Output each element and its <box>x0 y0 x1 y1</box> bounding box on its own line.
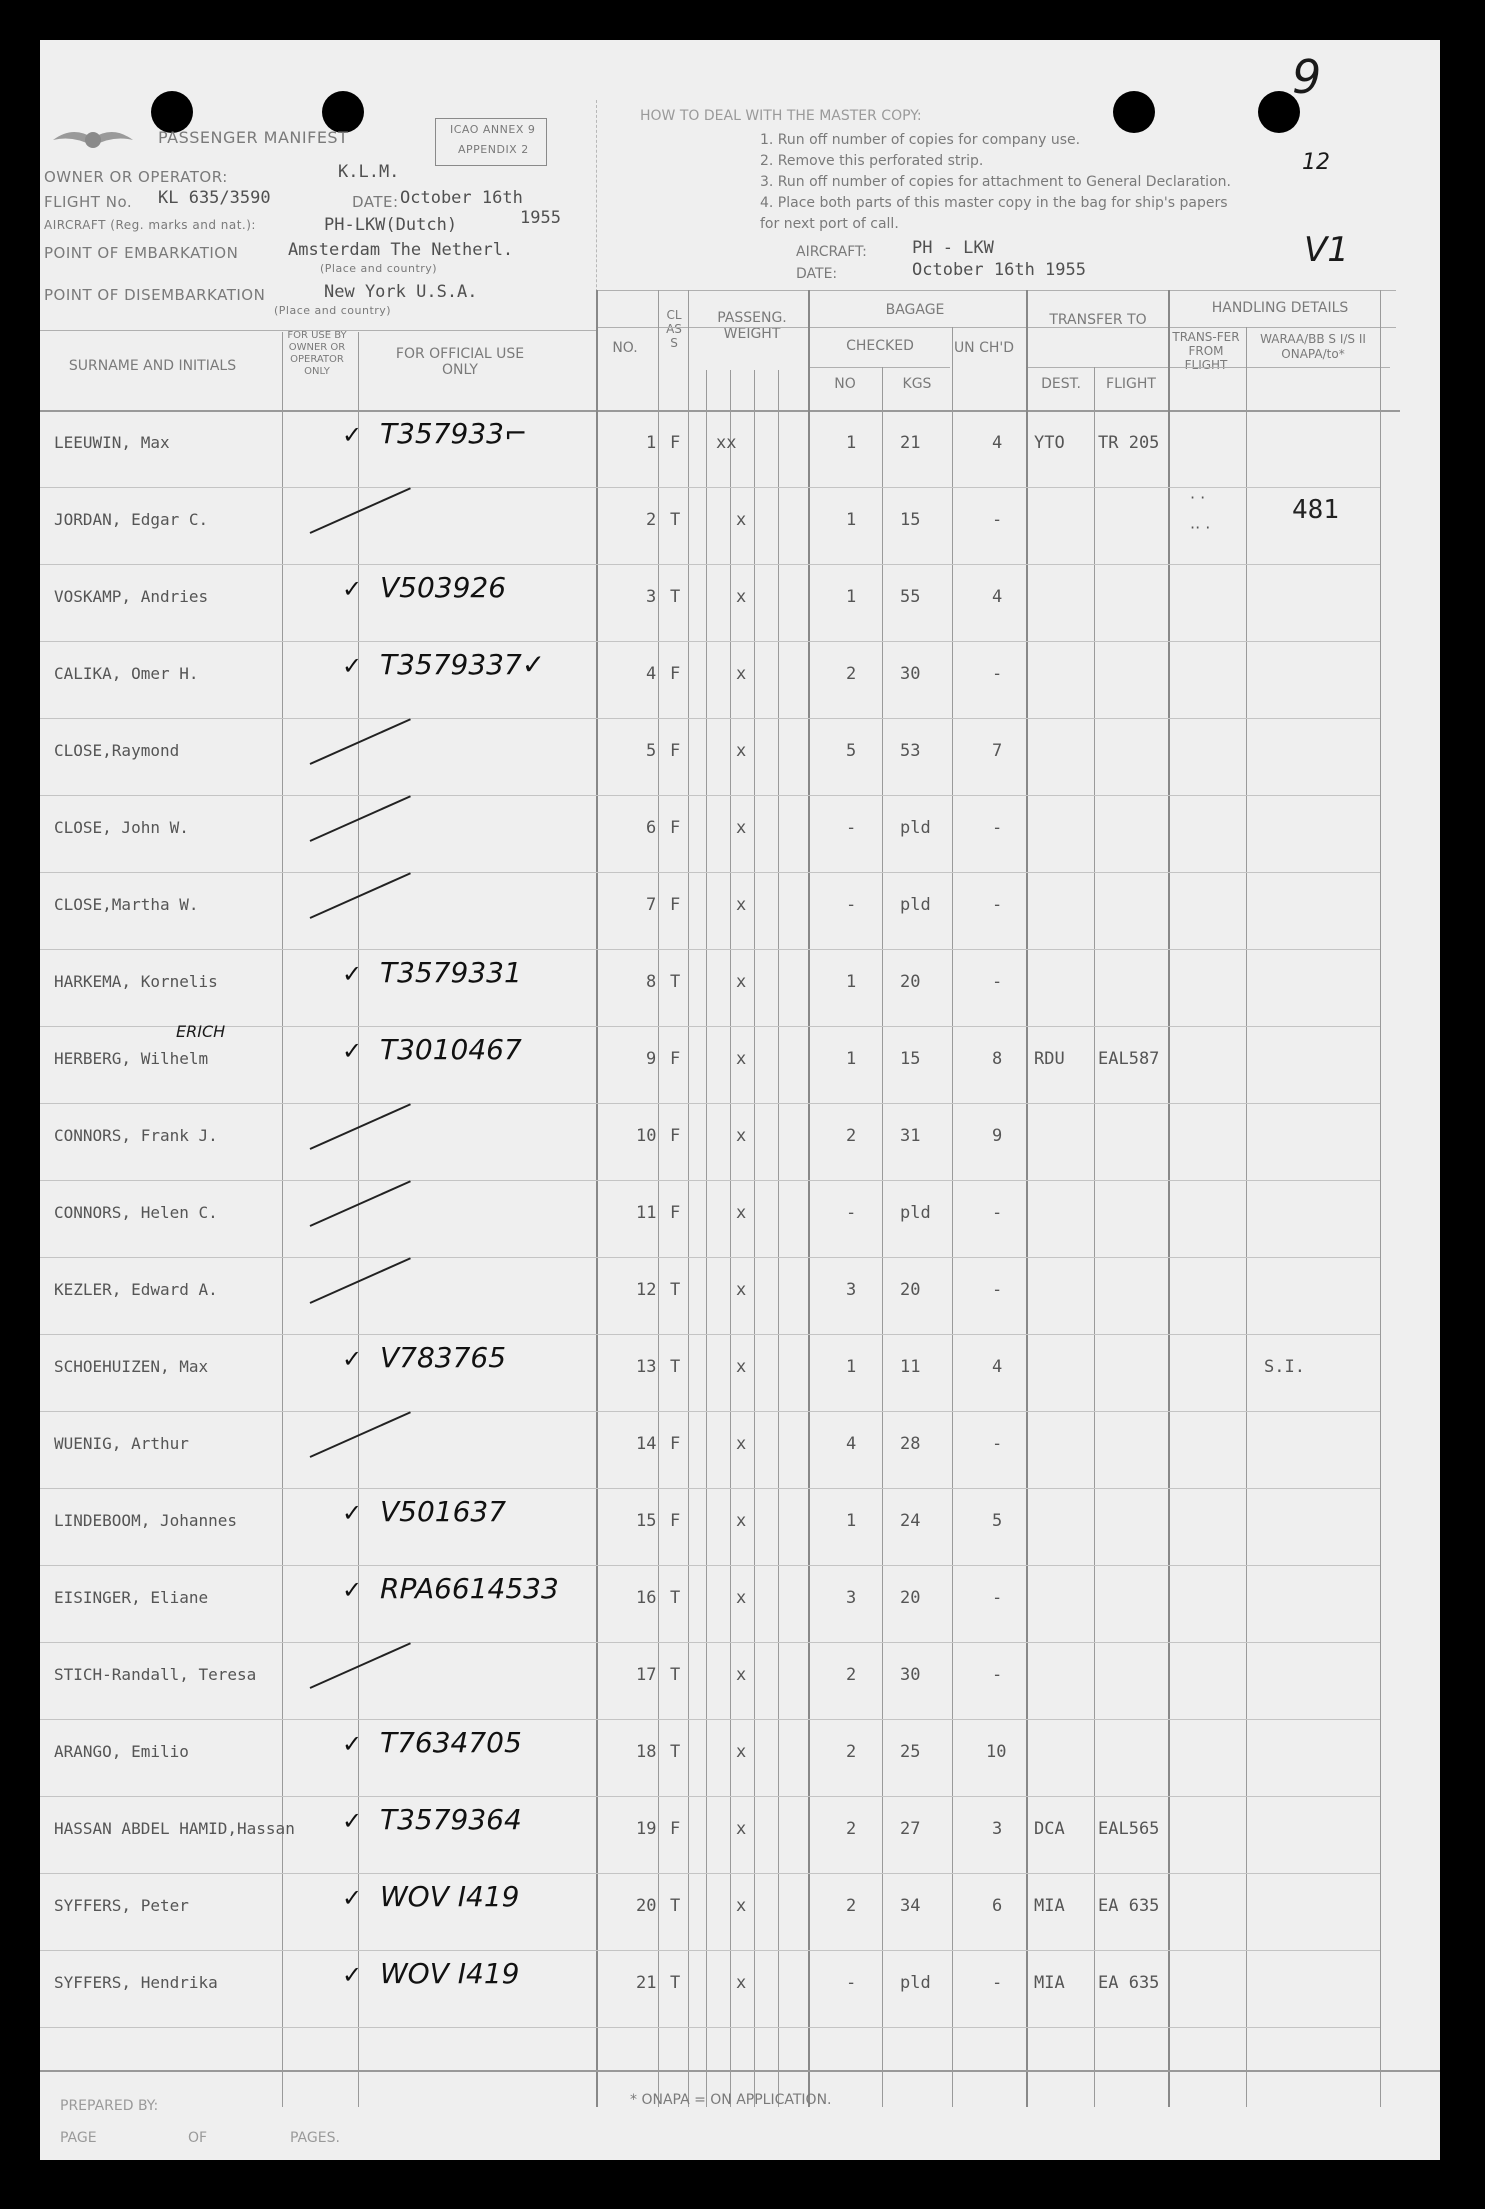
flight-value: KL 635/3590 <box>158 188 271 208</box>
weight-mark: x <box>736 1665 747 1685</box>
passenger-row <box>40 1493 1400 1570</box>
seq-number: 16 <box>636 1588 657 1608</box>
weight-mark: x <box>736 1280 747 1300</box>
bag-count: 1 <box>846 433 857 453</box>
check-mark: ✓ <box>342 1807 363 1835</box>
seq-number: 2 <box>646 510 657 530</box>
disembark-sub: (Place and country) <box>274 304 392 317</box>
bag-kgs: 15 <box>900 1049 921 1069</box>
official-number: T3010467 <box>380 1033 522 1066</box>
official-number: T7634705 <box>380 1726 522 1759</box>
bag-kgs: 24 <box>900 1511 921 1531</box>
weight-mark: x <box>736 1049 747 1069</box>
bag-kgs: 28 <box>900 1434 921 1454</box>
col-handling: HANDLING DETAILS <box>1211 300 1349 316</box>
weight-mark: x <box>736 1588 747 1608</box>
slash-mark <box>310 1257 411 1304</box>
slash-mark <box>310 795 411 842</box>
bag-unchecked: 7 <box>992 741 1003 761</box>
passenger-name: CONNORS, Frank J. <box>54 1126 218 1145</box>
bag-count: 4 <box>846 1434 857 1454</box>
instruction-item: 4. Place both parts of this master copy in the bag for ship's papers <box>760 195 1228 211</box>
passenger-name: ARANGO, Emilio <box>54 1742 189 1761</box>
punch-hole <box>151 91 193 133</box>
instr-date-value: October 16th 1955 <box>912 260 1086 280</box>
bag-unchecked: 3 <box>992 1819 1003 1839</box>
slash-mark <box>310 487 411 534</box>
seq-number: 8 <box>646 972 657 992</box>
passenger-row <box>40 1647 1400 1724</box>
check-mark: ✓ <box>342 1961 363 1989</box>
col-passeng-weight: PASSENG. WEIGHT <box>717 310 787 342</box>
transfer-flight: EAL565 <box>1098 1819 1160 1839</box>
passenger-name: HASSAN ABDEL HAMID,Hassan <box>54 1819 295 1838</box>
bag-kgs: 34 <box>900 1896 921 1916</box>
passenger-row <box>40 492 1400 569</box>
embark-label: POINT OF EMBARKATION <box>44 244 239 262</box>
embark-value: Amsterdam The Netherl. <box>288 240 514 260</box>
prepared-by: PREPARED BY: <box>60 2098 159 2114</box>
passenger-row <box>40 1339 1400 1416</box>
passenger-name: VOSKAMP, Andries <box>54 587 209 606</box>
bag-unchecked: - <box>992 1434 1003 1454</box>
passenger-name: EISINGER, Eliane <box>54 1588 209 1607</box>
instruction-item: for next port of call. <box>760 216 899 232</box>
pages-label: PAGES. <box>290 2130 340 2146</box>
bag-unchecked: - <box>992 1203 1003 1223</box>
official-number: T3579331 <box>380 956 522 989</box>
bag-kgs: 30 <box>900 664 921 684</box>
passenger-name: HARKEMA, Kornelis <box>54 972 218 991</box>
seq-number: 1 <box>646 433 657 453</box>
erich-note: ERICH <box>176 1022 226 1041</box>
bag-count: 2 <box>846 1742 857 1762</box>
transfer-dest: MIA <box>1034 1896 1065 1916</box>
bag-kgs: pld <box>900 895 931 915</box>
instr-date-label: DATE: <box>796 266 838 282</box>
weight-mark: x <box>736 1203 747 1223</box>
official-number: T3579364 <box>380 1803 522 1836</box>
handling-note: 481 <box>1292 495 1339 525</box>
bag-kgs: 20 <box>900 1280 921 1300</box>
passenger-row <box>40 1185 1400 1262</box>
bag-unchecked: - <box>992 972 1003 992</box>
wings-logo-icon <box>48 120 138 160</box>
bag-unchecked: - <box>992 664 1003 684</box>
slash-mark <box>310 1411 411 1458</box>
passenger-row <box>40 723 1400 800</box>
bag-unchecked: 6 <box>992 1896 1003 1916</box>
col-flight: FLIGHT <box>1106 376 1156 392</box>
slash-mark <box>310 872 411 919</box>
passenger-row <box>40 1801 1400 1878</box>
weight-mark: x <box>736 1357 747 1377</box>
seq-number: 7 <box>646 895 657 915</box>
class-code: F <box>670 433 681 453</box>
weight-mark: x <box>736 1511 747 1531</box>
handling-detail: S.I. <box>1264 1357 1305 1377</box>
bag-unchecked: - <box>992 1665 1003 1685</box>
transfer-dest: RDU <box>1034 1049 1065 1069</box>
punch-hole <box>1113 91 1155 133</box>
bag-count: 1 <box>846 1049 857 1069</box>
check-mark: ✓ <box>342 960 363 988</box>
col-bag-no: NO <box>834 376 856 392</box>
bag-kgs: 53 <box>900 741 921 761</box>
bag-count: 1 <box>846 1357 857 1377</box>
class-code: F <box>670 1049 681 1069</box>
class-code: T <box>670 510 681 530</box>
class-code: F <box>670 818 681 838</box>
passenger-row <box>40 1878 1400 1955</box>
check-mark: ✓ <box>342 1576 363 1604</box>
passenger-name: CLOSE,Raymond <box>54 741 180 760</box>
manifest-sheet <box>40 40 1440 2160</box>
weight-mark: x <box>736 1126 747 1146</box>
bag-count: 2 <box>846 1896 857 1916</box>
bag-unchecked: - <box>992 1588 1003 1608</box>
bag-kgs: 30 <box>900 1665 921 1685</box>
transfer-dest: DCA <box>1034 1819 1065 1839</box>
passenger-name: SYFFERS, Peter <box>54 1896 189 1915</box>
transfer-flight: TR 205 <box>1098 433 1160 453</box>
bag-count: 2 <box>846 1126 857 1146</box>
instr-aircraft-value: PH - LKW <box>912 238 994 258</box>
weight-mark: x <box>736 664 747 684</box>
seq-number: 14 <box>636 1434 657 1454</box>
owner-value: K.L.M. <box>338 162 400 182</box>
col-class: CLASS <box>666 308 682 350</box>
class-code: T <box>670 1665 681 1685</box>
weight-mark: x <box>736 1819 747 1839</box>
seq-number: 13 <box>636 1357 657 1377</box>
punch-hole <box>322 91 364 133</box>
page-label: PAGE <box>60 2130 97 2146</box>
official-number: V501637 <box>380 1495 507 1528</box>
bag-unchecked: 10 <box>986 1742 1007 1762</box>
passenger-row <box>40 954 1400 1031</box>
date-value: October 16th <box>400 188 523 208</box>
passenger-name: STICH-Randall, Teresa <box>54 1665 257 1684</box>
passenger-row <box>40 415 1400 492</box>
seq-number: 11 <box>636 1203 657 1223</box>
instructions-title: HOW TO DEAL WITH THE MASTER COPY: <box>640 108 922 124</box>
bag-kgs: 27 <box>900 1819 921 1839</box>
col-bagage: BAGAGE <box>885 302 945 318</box>
passenger-row <box>40 646 1400 723</box>
passenger-row <box>40 800 1400 877</box>
class-code: T <box>670 1357 681 1377</box>
instr-aircraft-label: AIRCRAFT: <box>796 244 867 260</box>
weight-mark: x <box>736 1434 747 1454</box>
bag-kgs: pld <box>900 1973 931 1993</box>
year-value: 1955 <box>520 208 561 228</box>
class-code: F <box>670 741 681 761</box>
seq-number: 19 <box>636 1819 657 1839</box>
bag-kgs: 55 <box>900 587 921 607</box>
seq-number: 10 <box>636 1126 657 1146</box>
slash-mark <box>310 1103 411 1150</box>
class-code: F <box>670 1434 681 1454</box>
class-code: T <box>670 1742 681 1762</box>
official-number: RPA6614533 <box>380 1572 559 1605</box>
weight-mark: x <box>736 1742 747 1762</box>
col-no: NO. <box>612 340 638 356</box>
weight-mark: xx <box>716 433 737 453</box>
passenger-name: CONNORS, Helen C. <box>54 1203 218 1222</box>
handling-dots: ·· · <box>1190 518 1211 537</box>
check-mark: ✓ <box>342 1499 363 1527</box>
seq-number: 9 <box>646 1049 657 1069</box>
bag-count: 1 <box>846 1511 857 1531</box>
bag-unchecked: 8 <box>992 1049 1003 1069</box>
weight-mark: x <box>736 972 747 992</box>
embark-sub: (Place and country) <box>320 262 438 275</box>
bag-unchecked: 4 <box>992 433 1003 453</box>
passenger-row <box>40 877 1400 954</box>
transfer-flight: EA 635 <box>1098 1973 1160 1993</box>
bag-unchecked: - <box>992 1973 1003 1993</box>
passenger-name: SYFFERS, Hendrika <box>54 1973 218 1992</box>
handling-dots: · · <box>1190 488 1206 507</box>
col-official: FOR OFFICIAL USE ONLY <box>395 346 525 378</box>
of-label: OF <box>188 2130 208 2146</box>
passenger-name: WUENIG, Arthur <box>54 1434 189 1453</box>
flight-label: FLIGHT No. <box>44 193 133 211</box>
bag-unchecked: 4 <box>992 587 1003 607</box>
col-checked: CHECKED <box>846 338 914 354</box>
class-code: T <box>670 1280 681 1300</box>
bag-kgs: 15 <box>900 510 921 530</box>
aircraft-value: PH-LKW(Dutch) <box>324 215 458 235</box>
check-mark: ✓ <box>342 421 363 449</box>
class-code: F <box>670 664 681 684</box>
passenger-name: SCHOEHUIZEN, Max <box>54 1357 209 1376</box>
passenger-row <box>40 1416 1400 1493</box>
check-mark: ✓ <box>342 1884 363 1912</box>
passenger-row <box>40 1262 1400 1339</box>
bag-count: 3 <box>846 1588 857 1608</box>
bag-unchecked: 4 <box>992 1357 1003 1377</box>
col-transfer: TRANSFER TO <box>1049 312 1147 328</box>
official-number: V783765 <box>380 1341 507 1374</box>
transfer-flight: EA 635 <box>1098 1896 1160 1916</box>
col-kgs: KGS <box>902 376 932 392</box>
date-label: DATE: <box>352 193 399 211</box>
seq-number: 3 <box>646 587 657 607</box>
disembark-value: New York U.S.A. <box>324 282 478 302</box>
weight-mark: x <box>736 1896 747 1916</box>
official-number: T357933⌐ <box>380 417 528 450</box>
bag-kgs: pld <box>900 1203 931 1223</box>
disembark-label: POINT OF DISEMBARKATION <box>44 286 266 304</box>
bag-count: 2 <box>846 1665 857 1685</box>
bag-count: 5 <box>846 741 857 761</box>
bag-unchecked: 9 <box>992 1126 1003 1146</box>
official-number: T3579337✓ <box>380 648 546 681</box>
page-number-handwritten: 9 <box>1292 50 1322 104</box>
bag-unchecked: - <box>992 818 1003 838</box>
check-mark: ✓ <box>342 575 363 603</box>
seq-number: 15 <box>636 1511 657 1531</box>
official-number: V503926 <box>380 571 507 604</box>
class-code: T <box>670 1973 681 1993</box>
class-code: F <box>670 1819 681 1839</box>
slash-mark <box>310 1180 411 1227</box>
check-mark: ✓ <box>342 652 363 680</box>
passenger-row <box>40 1955 1400 2032</box>
bag-kgs: 25 <box>900 1742 921 1762</box>
seq-number: 12 <box>636 1280 657 1300</box>
seq-number: 17 <box>636 1665 657 1685</box>
slash-mark <box>310 718 411 765</box>
bag-kgs: 20 <box>900 1588 921 1608</box>
weight-mark: x <box>736 510 747 530</box>
bag-kgs: 20 <box>900 972 921 992</box>
col-unchd: UN CH'D <box>953 340 1015 356</box>
col-owner-use: FOR USE BY OWNER OR OPERATOR ONLY <box>287 330 347 377</box>
weight-mark: x <box>736 895 747 915</box>
passenger-name: LEEUWIN, Max <box>54 433 170 452</box>
bag-kgs: 31 <box>900 1126 921 1146</box>
check-mark: ✓ <box>342 1037 363 1065</box>
passenger-name: LINDEBOOM, Johannes <box>54 1511 238 1530</box>
passenger-row <box>40 1031 1400 1108</box>
col-waraa: WARAA/BB S I/S II ONAPA/to* <box>1260 332 1366 361</box>
seq-number: 21 <box>636 1973 657 1993</box>
check-mark: ✓ <box>342 1345 363 1373</box>
class-code: T <box>670 1588 681 1608</box>
passenger-name: JORDAN, Edgar C. <box>54 510 209 529</box>
bag-count: - <box>846 1203 857 1223</box>
bag-kgs: 11 <box>900 1357 921 1377</box>
corner-note: 12 <box>1302 150 1330 175</box>
bag-count: - <box>846 895 857 915</box>
transfer-dest: MIA <box>1034 1973 1065 1993</box>
seq-number: 18 <box>636 1742 657 1762</box>
manifest-title: PASSENGER MANIFEST <box>158 128 349 147</box>
bag-count: 1 <box>846 972 857 992</box>
slash-mark <box>310 1642 411 1689</box>
corner-note: V1 <box>1304 230 1349 270</box>
seq-number: 20 <box>636 1896 657 1916</box>
bag-count: 2 <box>846 1819 857 1839</box>
passenger-name: HERBERG, Wilhelm <box>54 1049 209 1068</box>
instruction-item: 2. Remove this perforated strip. <box>760 153 984 169</box>
passenger-row <box>40 1108 1400 1185</box>
passenger-name: CLOSE, John W. <box>54 818 189 837</box>
col-transfer-from: TRANS-FER FROM FLIGHT <box>1172 330 1240 372</box>
aircraft-label: AIRCRAFT (Reg. marks and nat.): <box>44 218 256 232</box>
seq-number: 4 <box>646 664 657 684</box>
bag-count: - <box>846 1973 857 1993</box>
owner-label: OWNER OR OPERATOR: <box>44 168 228 186</box>
bag-unchecked: - <box>992 510 1003 530</box>
instruction-item: 3. Run off number of copies for attachment to General Declaration. <box>760 174 1231 190</box>
weight-mark: x <box>736 587 747 607</box>
passenger-name: KEZLER, Edward A. <box>54 1280 218 1299</box>
class-code: F <box>670 895 681 915</box>
class-code: F <box>670 1126 681 1146</box>
passenger-name: CLOSE,Martha W. <box>54 895 199 914</box>
bag-count: 1 <box>846 587 857 607</box>
seq-number: 6 <box>646 818 657 838</box>
bag-count: 3 <box>846 1280 857 1300</box>
bag-kgs: pld <box>900 818 931 838</box>
onapa-note: * ONAPA = ON APPLICATION. <box>630 2092 832 2108</box>
bag-unchecked: - <box>992 1280 1003 1300</box>
bag-count: - <box>846 818 857 838</box>
passenger-name: CALIKA, Omer H. <box>54 664 199 683</box>
class-code: F <box>670 1203 681 1223</box>
class-code: F <box>670 1511 681 1531</box>
weight-mark: x <box>736 1973 747 1993</box>
transfer-flight: EAL587 <box>1098 1049 1160 1069</box>
transfer-dest: YTO <box>1034 433 1065 453</box>
col-surname: SURNAME AND INITIALS <box>68 358 237 374</box>
bag-unchecked: 5 <box>992 1511 1003 1531</box>
class-code: T <box>670 1896 681 1916</box>
seq-number: 5 <box>646 741 657 761</box>
check-mark: ✓ <box>342 1730 363 1758</box>
annex-box: ICAO ANNEX 9 APPENDIX 2 <box>435 118 547 166</box>
bag-count: 1 <box>846 510 857 530</box>
weight-mark: x <box>736 741 747 761</box>
instruction-item: 1. Run off number of copies for company use. <box>760 132 1081 148</box>
passenger-row <box>40 1724 1400 1801</box>
bag-unchecked: - <box>992 895 1003 915</box>
official-number: WOV I419 <box>380 1957 520 1990</box>
class-code: T <box>670 587 681 607</box>
official-number: WOV I419 <box>380 1880 520 1913</box>
passenger-row <box>40 1570 1400 1647</box>
weight-mark: x <box>736 818 747 838</box>
bag-count: 2 <box>846 664 857 684</box>
passenger-row <box>40 569 1400 646</box>
bag-kgs: 21 <box>900 433 921 453</box>
class-code: T <box>670 972 681 992</box>
col-dest: DEST. <box>1041 376 1081 392</box>
